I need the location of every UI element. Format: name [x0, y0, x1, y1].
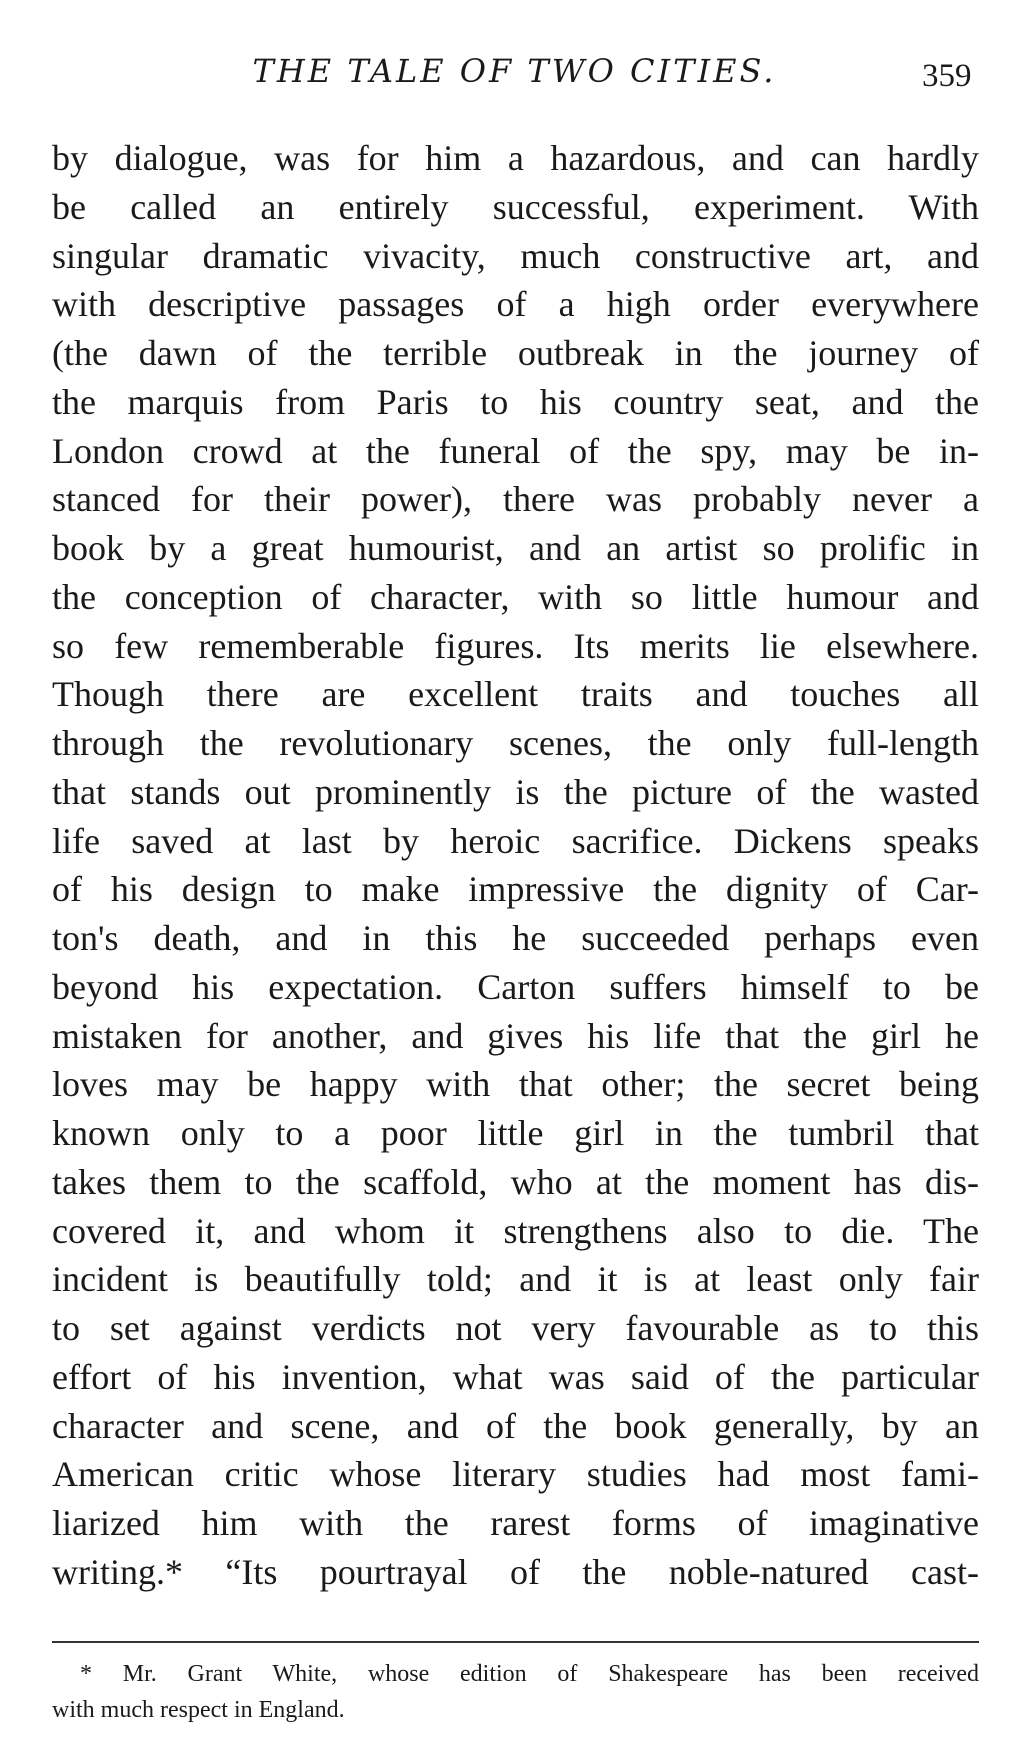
text-line: so few rememberable figures. Its merits lie elsewhere. [52, 625, 979, 666]
text-line: beyond his expectation. Carton suffers himself to be [52, 966, 979, 1007]
text-line: effort of his invention, what was said of the particular [52, 1356, 979, 1397]
text-line: known only to a poor little girl in the tumbril that [52, 1113, 979, 1153]
text-line: the marquis from Paris to his country seat, and the [52, 381, 979, 422]
text-line: takes them to the scaffold, who at the moment has dis- [52, 1161, 979, 1202]
footnote [52, 1656, 979, 1728]
footnote-line: * Mr. Grant White, whose edition of Shakespeare has been received [80, 1661, 979, 1687]
text-line: liarized him with the rarest forms of imaginative [52, 1503, 979, 1543]
text-line: loves may be happy with that other; the secret being [52, 1064, 979, 1105]
text-line: stanced for their power), there was probably never a [52, 479, 979, 520]
body-paragraph [52, 134, 979, 1597]
text-line: life saved at last by heroic sacrifice. Dickens speaks [52, 820, 979, 861]
text-line: by dialogue, was for him a hazardous, and can hardly [52, 138, 979, 178]
text-line: be called an entirely successful, experiment. With [52, 186, 979, 227]
text-line: incident is beautifully told; and it is at least only fair [52, 1259, 979, 1300]
text-line: covered it, and whom it strengthens also to die. The [52, 1210, 979, 1251]
footnote-divider [52, 1641, 979, 1643]
text-line: through the revolutionary scenes, the only full-length [52, 723, 979, 763]
text-line: singular dramatic vivacity, much constructive art, and [52, 235, 979, 276]
text-line: (the dawn of the terrible outbreak in the journey of [52, 333, 979, 373]
text-line: writing.* “Its pourtrayal of the noble-natured cast- [52, 1551, 979, 1592]
text-line: ton's death, and in this he succeeded perhaps even [52, 918, 979, 958]
text-line: of his design to make impressive the dignity of Car- [52, 869, 979, 910]
text-line: that stands out prominently is the picture of the wasted [52, 771, 979, 812]
footnote-line: with much respect in England. [52, 1697, 345, 1723]
text-line: book by a great humourist, and an artist so prolific in [52, 528, 979, 568]
text-line: mistaken for another, and gives his life that the girl he [52, 1015, 979, 1056]
text-line: American critic whose literary studies had most fami- [52, 1454, 979, 1495]
text-line: character and scene, and of the book generally, by an [52, 1405, 979, 1446]
text-line: Though there are excellent traits and touches all [52, 674, 979, 715]
text-line: with descriptive passages of a high order everywhere [52, 284, 979, 325]
text-line: to set against verdicts not very favourable as to this [52, 1308, 979, 1348]
page-header [0, 46, 1029, 106]
text-line: London crowd at the funeral of the spy, may be in- [52, 430, 979, 471]
text-line: the conception of character, with so little humour and [52, 576, 979, 617]
page-number: 359 [922, 58, 972, 94]
running-title: THE TALE OF TWO CITIES. [252, 52, 777, 90]
